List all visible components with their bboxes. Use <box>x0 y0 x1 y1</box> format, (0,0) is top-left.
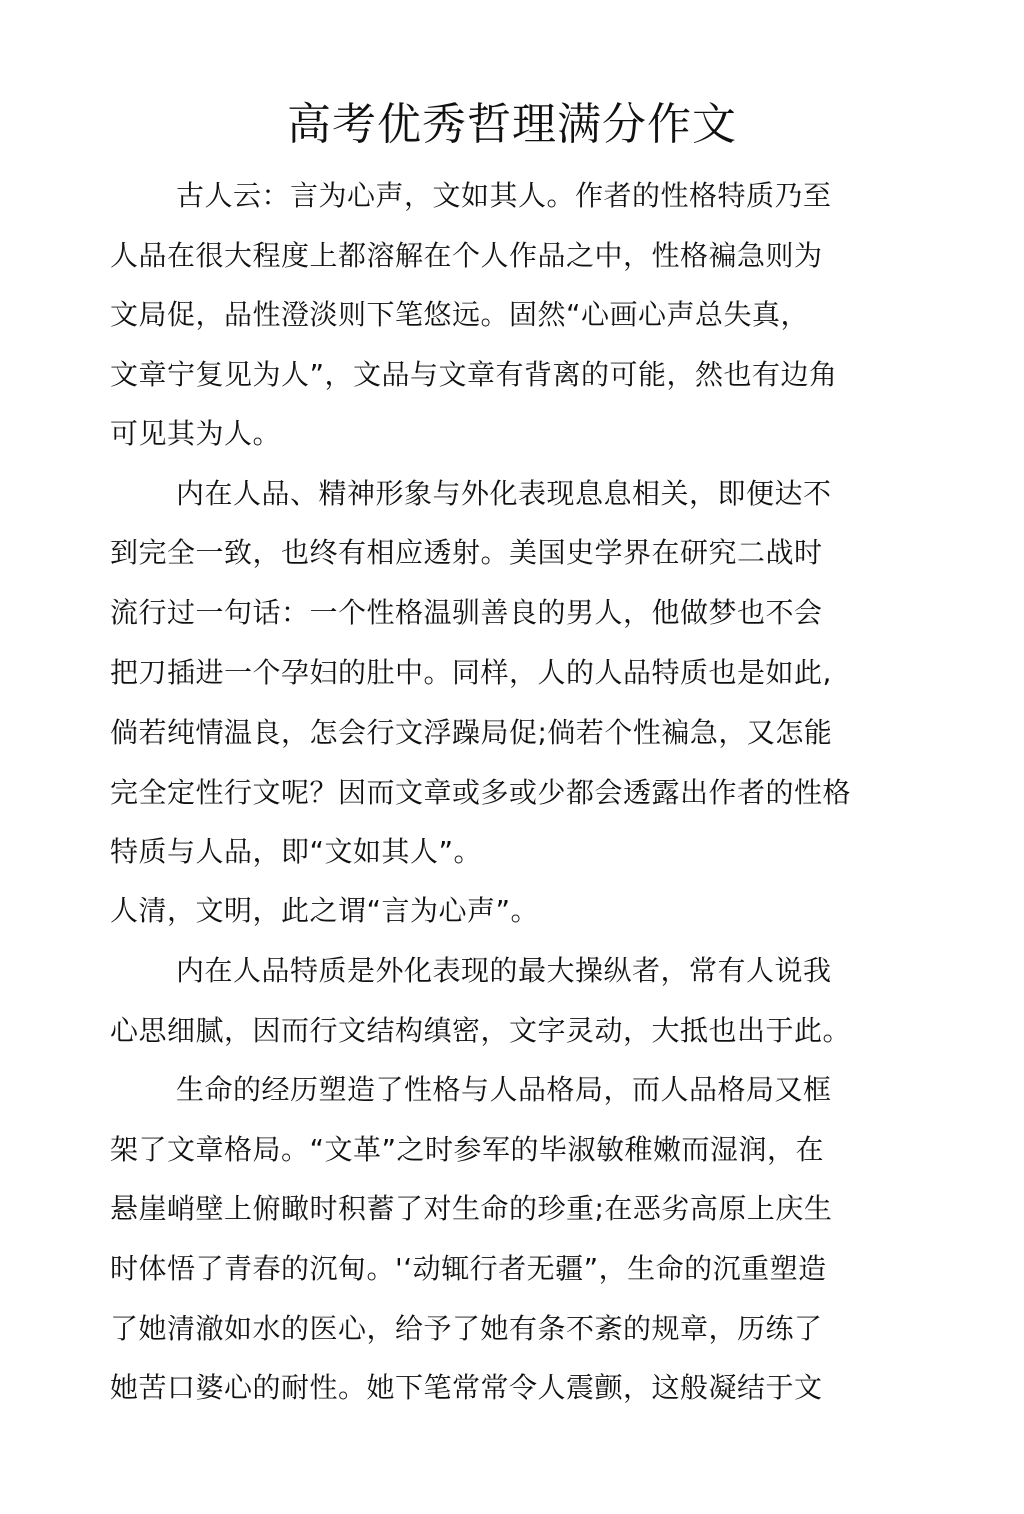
text-line: 生命的经历塑造了性格与人品格局，而人品格局又框 <box>176 1073 832 1106</box>
text-line: 流行过一句话：一个性格温驯善良的男人，他做梦也不会 <box>110 596 823 629</box>
text-line: 倘若纯情温良，怎会行文浮躁局促;倘若个性褊急，又怎能 <box>110 716 833 749</box>
text-line: 内在人品、精神形象与外化表现息息相关，即便达不 <box>176 477 832 510</box>
text-line: 到完全一致，也终有相应透射。美国史学界在研究二战时 <box>110 536 823 569</box>
text-line: 人清，文明，此之谓“言为心声”。 <box>110 894 540 927</box>
text-line: 心思细腻，因而行文结构缜密，文字灵动，大抵也出于此。 <box>110 1014 852 1047</box>
text-line: 特质与人品，即“文如其人”。 <box>110 835 483 868</box>
text-line: 文局促，品性澄淡则下笔悠远。固然“心画心声总失真， <box>110 298 810 331</box>
text-line: 了她清澈如水的医心，给予了她有条不紊的规章，历练了 <box>110 1312 823 1345</box>
text-line: 把刀插进一个孕妇的肚中。同样，人的人品特质也是如此, <box>110 656 832 689</box>
text-line: 人品在很大程度上都溶解在个人作品之中，性格褊急则为 <box>110 239 823 272</box>
text-line: 架了文章格局。“文革”之时参军的毕淑敏稚嫩而湿润，在 <box>110 1133 825 1166</box>
text-line: 文章宁复见为人”，文品与文章有背离的可能，然也有边角 <box>110 358 838 391</box>
text-line: 悬崖峭壁上俯瞰时积蓄了对生命的珍重;在恶劣高原上庆生 <box>110 1192 833 1225</box>
text-line: 内在人品特质是外化表现的最大操纵者，常有人说我 <box>176 954 832 987</box>
document-title: 高考优秀哲理满分作文 <box>287 99 737 150</box>
text-line: 她苦口婆心的耐性。她下笔常常令人震颤，这般凝结于文 <box>110 1371 823 1404</box>
text-line: 可见其为人。 <box>110 417 282 450</box>
text-line: 时体悟了青春的沉甸。'‘动辄行者无疆”，生命的沉重塑造 <box>110 1252 827 1285</box>
text-line: 古人云：言为心声，文如其人。作者的性格特质乃至 <box>176 179 832 212</box>
text-line: 完全定性行文呢？因而文章或多或少都会透露出作者的性格 <box>110 776 852 809</box>
